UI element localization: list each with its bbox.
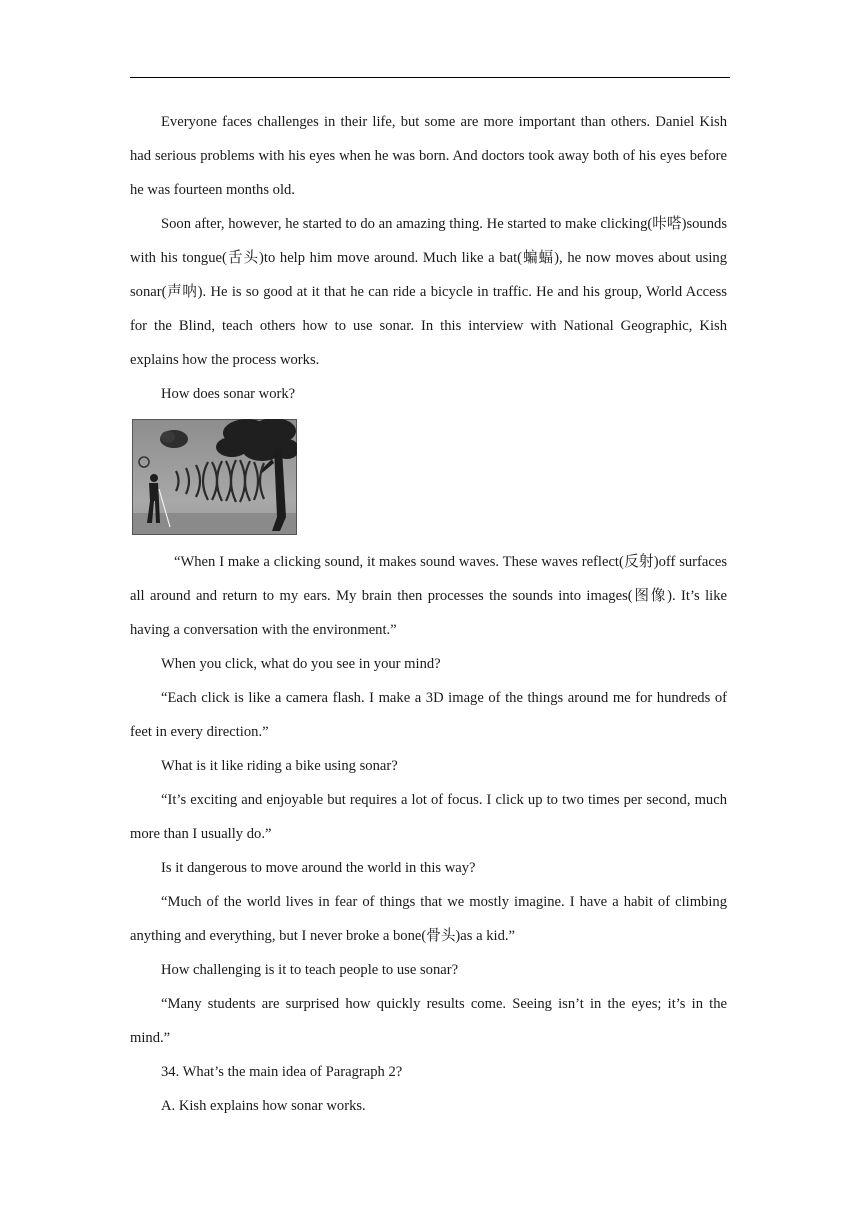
interview-answer-1: “When I make a clicking sound, it makes sound waves. These waves reflect(反射)off surfaces all around and return to my ears. My brain then processes the sounds into images(图像). It’s like having a conversation with the environment.”	[130, 554, 727, 638]
header-rule	[130, 77, 730, 78]
interview-question-1: How does sonar work?	[161, 386, 296, 402]
interview-answer-5: “Many students are surprised how quickly results come. Seeing isn’t in the eyes; it’s in the mind.”	[130, 996, 727, 1046]
document-body	[130, 105, 727, 1123]
question-34-stem: 34. What’s the main idea of Paragraph 2?	[161, 1064, 403, 1080]
interview-answer-2: “Each click is like a camera flash. I make a 3D image of the things around me for hundreds of feet in every direction.”	[130, 690, 727, 740]
interview-question-2: When you click, what do you see in your mind?	[161, 656, 441, 672]
interview-question-3: What is it like riding a bike using sonar?	[161, 758, 398, 774]
sonar-illustration	[132, 419, 297, 535]
interview-question-5: How challenging is it to teach people to use sonar?	[161, 962, 459, 978]
question-34-option-a: A. Kish explains how sonar works.	[161, 1098, 366, 1114]
interview-question-4: Is it dangerous to move around the world in this way?	[161, 860, 476, 876]
paragraph-1: Everyone faces challenges in their life, but some are more important than others. Daniel Kish had serious problems with his eyes when he was born. And doctors took away both of his eyes before he was fourteen months old.	[130, 114, 727, 198]
paragraph-2: Soon after, however, he started to do an amazing thing. He started to make clicking(咔嗒)sounds with his tongue(舌头)to help him move around. Much like a bat(蝙蝠), he now moves about using sonar(声呐). He is so good at it that he can ride a bicycle in traffic. He and his group, World Access for the Blind, teach others how to use sonar. In this interview with National Geographic, Kish explains how the process works.	[130, 216, 727, 368]
interview-answer-4: “Much of the world lives in fear of things that we mostly imagine. I have a habit of climbing anything and everything, but I never broke a bone(骨头)as a kid.”	[130, 894, 727, 944]
interview-answer-3: “It’s exciting and enjoyable but requires a lot of focus. I click up to two times per second, much more than I usually do.”	[130, 792, 727, 842]
